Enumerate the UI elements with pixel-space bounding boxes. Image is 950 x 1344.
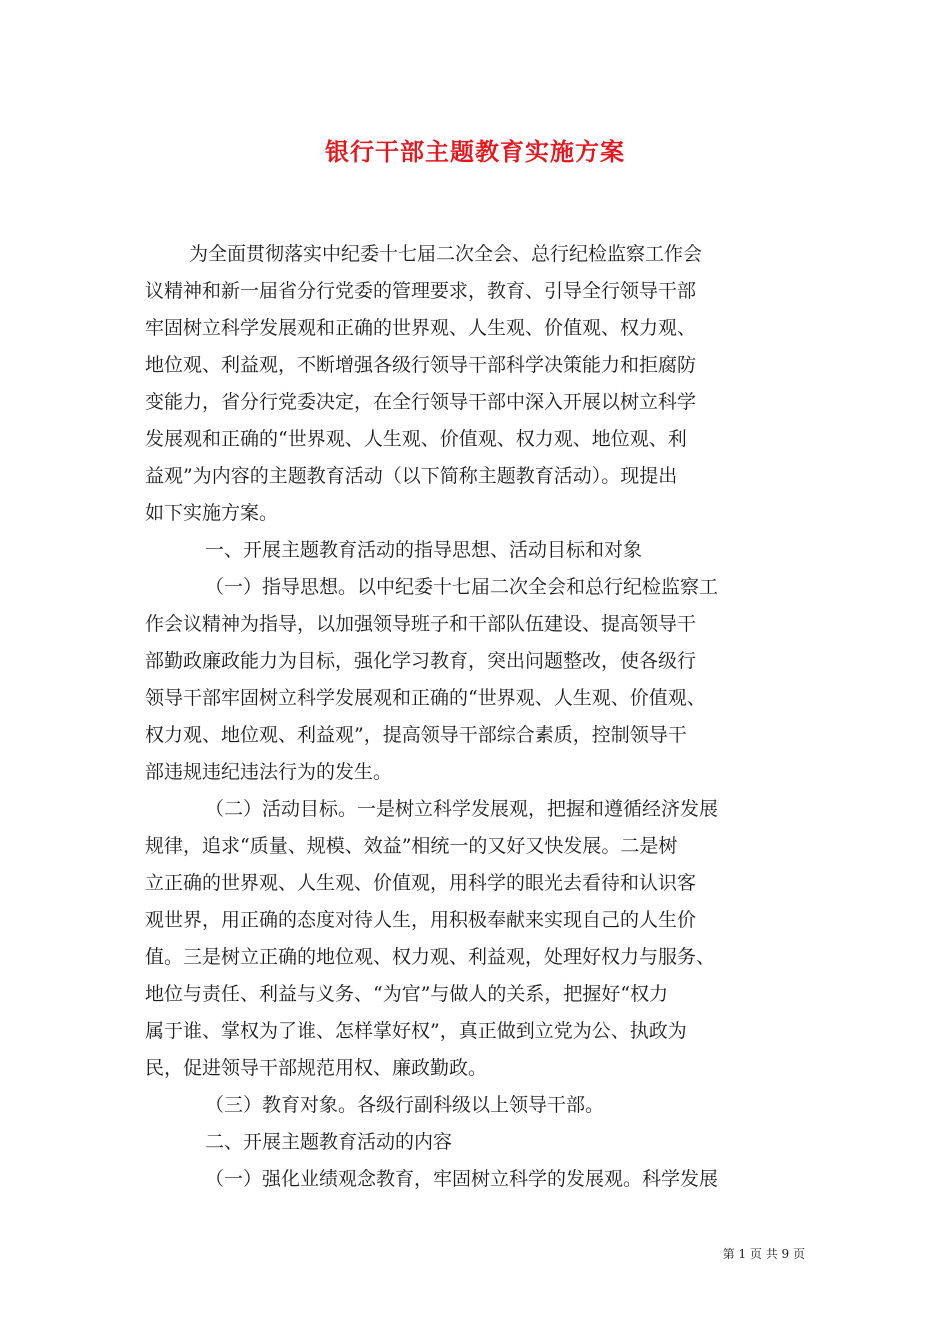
text-line: 牢固树立科学发展观和正确的世界观、人生观、价值观、权力观、	[145, 317, 697, 339]
text-line: （一）指导思想。以中纪委十七届二次全会和总行纪检监察工	[205, 576, 719, 598]
text-line: （一）强化业绩观念教育，牢固树立科学的发展观。科学发展	[205, 1168, 719, 1190]
text-line: 地位与责任、利益与义务、“为官”与做人的关系，把握好“权力	[145, 983, 669, 1005]
text-line: 地位观、利益观，不断增强各级行领导干部科学决策能力和拒腐防	[145, 354, 697, 376]
text-line: 民，促进领导干部规范用权、廉政勤政。	[145, 1057, 488, 1079]
text-line: 属于谁、掌权为了谁、怎样掌好权”，真正做到立党为公、执政为	[145, 1020, 687, 1042]
text-line: 如下实施方案。	[145, 502, 279, 524]
text-line: 为全面贯彻落实中纪委十七届二次全会、总行纪检监察工作会	[189, 243, 703, 265]
text-line: 立正确的世界观、人生观、价值观，用科学的眼光去看待和认识客	[145, 872, 697, 894]
document-body	[145, 236, 825, 1198]
text-line: 作会议精神为指导，以加强领导班子和干部队伍建设、提高领导干	[145, 613, 697, 635]
text-line: （二）活动目标。一是树立科学发展观，把握和遵循经济发展	[205, 798, 719, 820]
text-line: 变能力，省分行党委决定，在全行领导干部中深入开展以树立科学	[145, 391, 697, 413]
text-line: 发展观和正确的“世界观、人生观、价值观、权力观、地位观、利	[145, 428, 687, 450]
text-line: 二、开展主题教育活动的内容	[205, 1131, 453, 1153]
text-line: 一、开展主题教育活动的指导思想、活动目标和对象	[205, 539, 643, 561]
text-line: 规律，追求“质量、规模、效益”相统一的又好又快发展。二是树	[145, 835, 678, 857]
page-number: 第 1 页 共 9 页	[722, 1247, 805, 1261]
text-line: 领导干部牢固树立科学发展观和正确的“世界观、人生观、价值观、	[145, 687, 706, 709]
text-line: 部违规违纪违法行为的发生。	[145, 761, 393, 783]
text-line: 议精神和新一届省分行党委的管理要求，教育、引导全行领导干部	[145, 280, 697, 302]
text-line: 权力观、地位观、利益观”，提高领导干部综合素质，控制领导干	[145, 724, 687, 746]
text-line: （三）教育对象。各级行副科级以上领导干部。	[205, 1094, 605, 1116]
text-line: 值。三是树立正确的地位观、权力观、利益观，处理好权力与服务、	[145, 946, 716, 968]
text-line: 观世界，用正确的态度对待人生，用积极奉献来实现自己的人生价	[145, 909, 697, 931]
text-line: 益观”为内容的主题教育活动（以下简称主题教育活动）。现提出	[145, 465, 678, 487]
text-line: 部勤政廉政能力为目标，强化学习教育，突出问题整改，使各级行	[145, 650, 697, 672]
page-title: 银行干部主题教育实施方案	[325, 137, 625, 166]
